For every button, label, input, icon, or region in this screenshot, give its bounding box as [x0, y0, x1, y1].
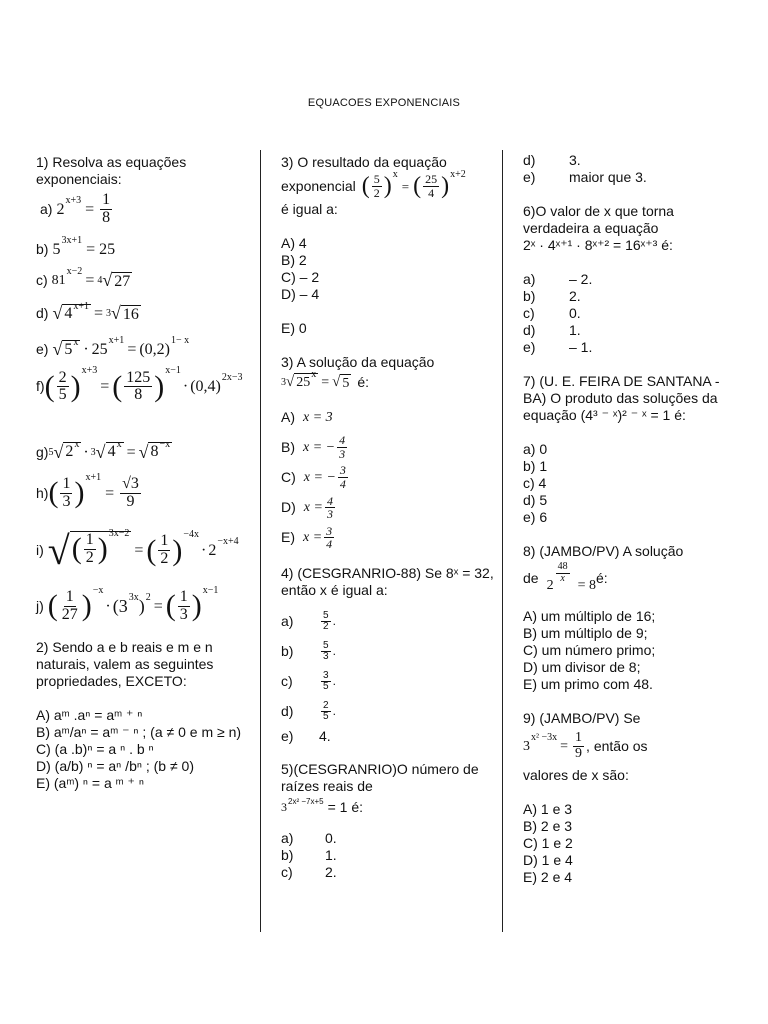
fraction: $\frac{1}{9}$ [575, 730, 583, 761]
option: e) 6 [523, 509, 548, 525]
option: b) $\frac{5}{3}$ . [281, 639, 336, 663]
fraction: $\frac{3}{4}$ [339, 463, 346, 491]
option: c) $\frac{3}{5}$ . [281, 669, 336, 693]
option: C) (a .b)ⁿ = a ⁿ . b ⁿ [36, 741, 154, 758]
option: B) 2 e 3 [523, 818, 573, 835]
option: D) 1 e 4 [523, 852, 573, 869]
fraction: $\frac{1}{2}$ [160, 532, 169, 568]
option: b) 1. [281, 846, 337, 863]
q5-header: 5)(CESGRANRIO)O número de raízes reais de [281, 760, 479, 794]
option: E) 0 [281, 320, 307, 337]
q3a-header: 3) O resultado da equação [281, 154, 447, 170]
fraction: $\frac{48}{x}$ [557, 561, 568, 584]
root: 3 √ 4$^x$ [90, 439, 122, 462]
q8-equation: de 2 $\frac{48}{x}$ = 8 é: [523, 561, 608, 593]
fraction: $\frac{1}{3}$ [179, 587, 188, 623]
fraction: $\frac{√3}{9}$ [122, 475, 139, 510]
option: E) x = $\frac{3}{4}$ [281, 523, 333, 552]
q3b-options [281, 406, 497, 551]
column-3 [523, 148, 743, 886]
fraction: $\frac{1}{2}$ [85, 530, 94, 566]
option: A) 1 e 3 [523, 801, 573, 818]
q1-e: e) √ 5$^x$ · 25 x+1 = (0,2) 1− x [36, 335, 190, 360]
option: A) x = 3 [281, 408, 333, 425]
q3a-tail: é igual a: [281, 201, 338, 218]
option: d) 1. [523, 322, 581, 338]
option: C) 1 e 2 [523, 835, 573, 852]
q9-equation: 3 x² −3x = $\frac{1}{9}$ , então os [523, 730, 648, 761]
option: e) 4. [281, 728, 331, 745]
column-1 [36, 148, 258, 792]
q5-equation: 3 2x² −7x+5 = 1 é: [281, 796, 363, 815]
column-2 [281, 148, 497, 881]
option: B) 2 [281, 252, 307, 269]
q7-equation: equação (4³ ⁻ ˣ)² ⁻ ˣ = 1 é: [523, 407, 686, 423]
option: c) 2. [281, 863, 337, 880]
option: A) aᵐ .aⁿ = aᵐ ⁺ ⁿ [36, 707, 143, 724]
option: b) 1 [523, 458, 548, 474]
fraction: $\frac{1}{8}$ [102, 191, 111, 226]
option: e) maior que 3. [523, 169, 647, 185]
option: d) 5 [523, 492, 548, 508]
fraction: $\frac{25}{4}$ [425, 172, 438, 200]
q3b-equation: 3 √ $25^x$ = √ 5 é: [281, 369, 370, 391]
option: E) um primo com 48. [523, 676, 653, 692]
square-root: √ $8^{-x}$ [138, 439, 171, 462]
q1-j: j) ( $\frac{1}{27}$ ) −x · (3 3x ) 2 = ( $\frac{1}{3}$ ) x−1 [36, 584, 219, 623]
q5-options [281, 830, 497, 881]
q3a-equation: exponencial ( $\frac{5}{2}$ ) x = ( $\frac{25}{4}$ ) x+2 [281, 168, 466, 200]
q8-options [523, 608, 743, 693]
root: 4 √ 27 [97, 270, 131, 291]
option: e) – 1. [523, 339, 593, 355]
column-divider-right [502, 150, 503, 932]
q6-equation: 2ˣ · 4ˣ⁺¹ · 8ˣ⁺² = 16ˣ⁺³ é: [523, 237, 673, 253]
q9-line2: valores de x são: [523, 767, 629, 784]
option: c) 4 [523, 475, 547, 491]
fraction: $\frac{3}{4}$ [326, 523, 333, 552]
q8-header: 8) (JAMBO/PV) A solução [523, 543, 684, 559]
option: a) $\frac{5}{2}$ . [281, 609, 336, 633]
q4-header: 4) (CESGRANRIO-88) Se 8ˣ = 32, então x é igual a: [281, 564, 494, 598]
q6-header: 6)O valor de x que torna verdadeira a equação [523, 203, 674, 236]
q3b-header: 3) A solução da equação [281, 354, 435, 371]
option: E) 2 e 4 [523, 869, 573, 886]
q1-h: h) ( $\frac{1}{3}$ ) x+1 = $\frac{√3}{9}$ [36, 471, 139, 510]
option: D) (a/b) ⁿ = aⁿ /bⁿ ; (b ≠ 0) [36, 758, 194, 775]
q6-options [523, 271, 743, 356]
option: C) – 2 [281, 269, 320, 286]
root: 5 √ 2$^x$ [48, 439, 80, 462]
fraction: $\frac{1}{3}$ [62, 475, 71, 510]
option: C) um número primo; [523, 642, 656, 658]
option: c) 0. [523, 305, 581, 321]
page-title: EQUACOES EXPONENCIAIS [307, 97, 461, 109]
q2-header: 2) Sendo a e b reais e m e n naturais, valem as seguintes propriedades, EXCETO: [36, 639, 214, 690]
q4-options [281, 607, 497, 747]
square-root: √ $4^{x+1}$ [52, 300, 89, 324]
fraction: $\frac{1}{27}$ [61, 587, 78, 623]
q7-options [523, 441, 743, 526]
fraction: $\frac{4}{3}$ [339, 433, 346, 461]
q1-a: a) 2 x+3 = $\frac{1}{8}$ [40, 191, 111, 226]
option: D) um divisor de 8; [523, 659, 641, 675]
q1-header: 1) Resolva as equações exponenciais: [36, 154, 187, 187]
option: A) 4 [281, 235, 307, 252]
option: a) 0. [281, 829, 337, 846]
q1-c: c) 81 x−2 = 4 √ 27 [36, 266, 131, 291]
q3a-options [281, 235, 497, 337]
option: E) (aᵐ) ⁿ = a ᵐ ⁺ ⁿ [36, 775, 144, 792]
option: B) um múltiplo de 9; [523, 625, 648, 641]
root: 3 √ 16 [106, 303, 139, 324]
option: d) $\frac{2}{5}$ . [281, 699, 336, 723]
option: B) aᵐ/aⁿ = aᵐ ⁻ ⁿ ; (a ≠ 0 e m ≥ n) [36, 724, 242, 741]
fraction: $\frac{125}{8}$ [126, 368, 151, 404]
option: d) 3. [523, 152, 581, 168]
q9-options [523, 801, 743, 886]
q1-g: g) 5 √ 2$^x$ · 3 √ 4$^x$ = √ $8^{-x}$ [36, 439, 171, 462]
q7-header: 7) (U. E. FEIRA DE SANTANA - BA) O produto das soluções da [523, 373, 720, 406]
q1-b: b) 5 3x+1 = 25 [36, 234, 116, 258]
option: a) – 2. [523, 271, 593, 287]
column-divider-left [260, 150, 261, 932]
option: a) 0 [523, 441, 548, 457]
option: B) x = − $\frac{4}{3}$ [281, 433, 346, 461]
option: A) um múltiplo de 16; [523, 608, 656, 624]
option: b) 2. [523, 288, 581, 304]
square-root: √ 5$^x$ [52, 336, 79, 360]
fraction: $\frac{2}{5}$ [58, 368, 67, 404]
q5-continued-options [523, 152, 743, 186]
fraction: $\frac{5}{2}$ [373, 172, 380, 200]
q9-header: 9) (JAMBO/PV) Se [523, 710, 641, 726]
option: D) – 4 [281, 286, 320, 303]
q1-d: d) √ $4^{x+1}$ = 3 √ 16 [36, 300, 139, 324]
option: D) x = $\frac{4}{3}$ [281, 493, 333, 522]
fraction: $\frac{4}{3}$ [326, 493, 333, 522]
option: C) x = − $\frac{3}{4}$ [281, 463, 346, 491]
q1-f: f) ( $\frac{2}{5}$ ) x+3 = ( $\frac{125}{8}$ ) x−1 · (0,4) 2x−3 [36, 365, 243, 404]
q1-i: i) √ ( $\frac{1}{2}$ ) 3x−2 = ( $\frac{1}{2}$ ) −4x · 2 −x+4 [36, 527, 239, 573]
q2-options [36, 707, 258, 792]
